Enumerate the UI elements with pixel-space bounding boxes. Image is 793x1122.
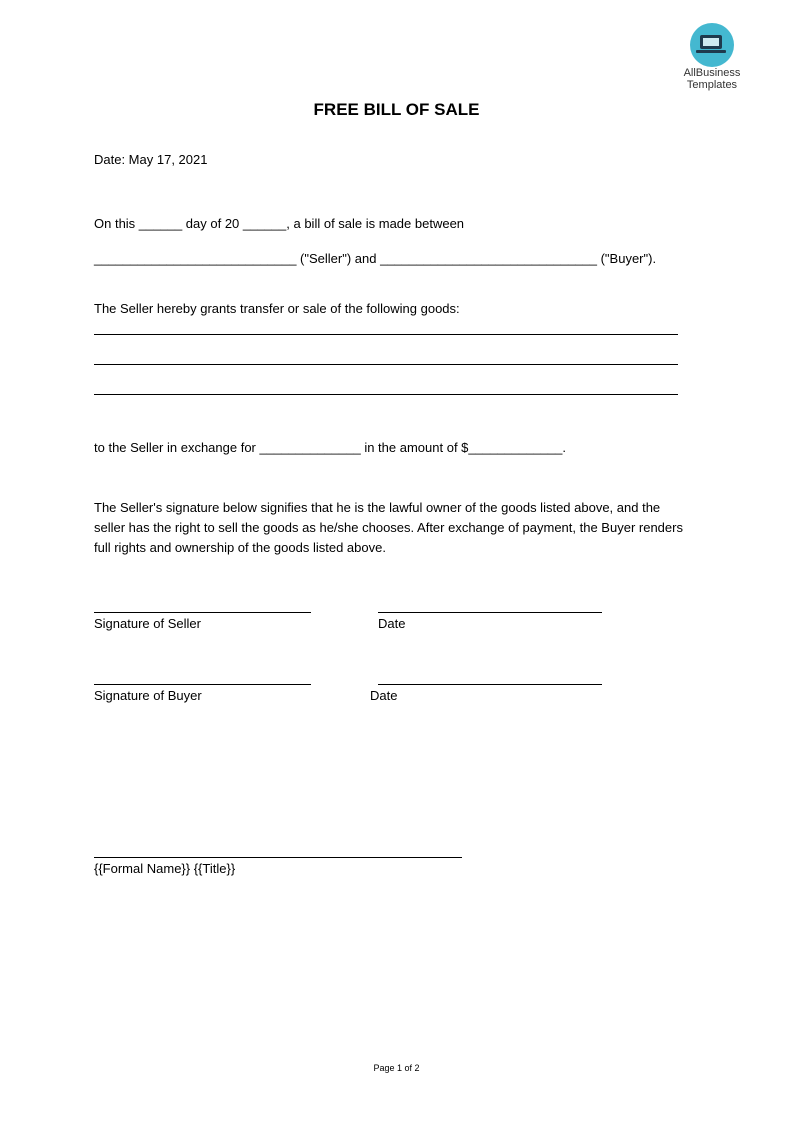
formal-name-label: {{Formal Name}} {{Title}}: [94, 861, 236, 876]
exchange-line: to the Seller in exchange for ______________ in the amount of $_____________.: [94, 440, 566, 455]
seller-statement: The Seller's signature below signifies that he is the lawful owner of the goods listed above, and the seller has the right to sell the goods as he/she chooses. After exchange of payment, the Buyer renders full rights and ownership of the goods listed above.: [94, 500, 683, 555]
buyer-signature-line: [94, 684, 311, 685]
buyer-signature-label: Signature of Buyer: [94, 688, 202, 703]
formal-name-line: [94, 857, 462, 858]
buyer-date-line: [378, 684, 602, 685]
goods-line: The Seller hereby grants transfer or sale of the following goods:: [94, 301, 460, 316]
page-number: Page 1 of 2: [373, 1063, 420, 1073]
seller-signature-label: Signature of Seller: [94, 616, 201, 631]
intro-line: On this ______ day of 20 ______, a bill of sale is made between: [94, 216, 465, 231]
seller-date-label: Date: [378, 616, 406, 631]
document-title: FREE BILL OF SALE: [313, 100, 480, 119]
logo-text-line2: Templates: [686, 79, 738, 91]
logo-text-line1: AllBusiness: [683, 67, 741, 79]
date-line: Date: May 17, 2021: [94, 152, 208, 167]
seller-date-line: [378, 612, 602, 613]
goods-blank-1: [94, 334, 678, 335]
laptop-screen-icon: [703, 38, 719, 46]
goods-blank-2: [94, 364, 678, 365]
seller-signature-line: [94, 612, 311, 613]
buyer-date-label: Date: [370, 688, 398, 703]
goods-blank-3: [94, 394, 678, 395]
laptop-base-icon: [696, 50, 726, 53]
parties-line: ____________________________ ("Seller") and ______________________________ ("Buyer").: [94, 251, 657, 266]
